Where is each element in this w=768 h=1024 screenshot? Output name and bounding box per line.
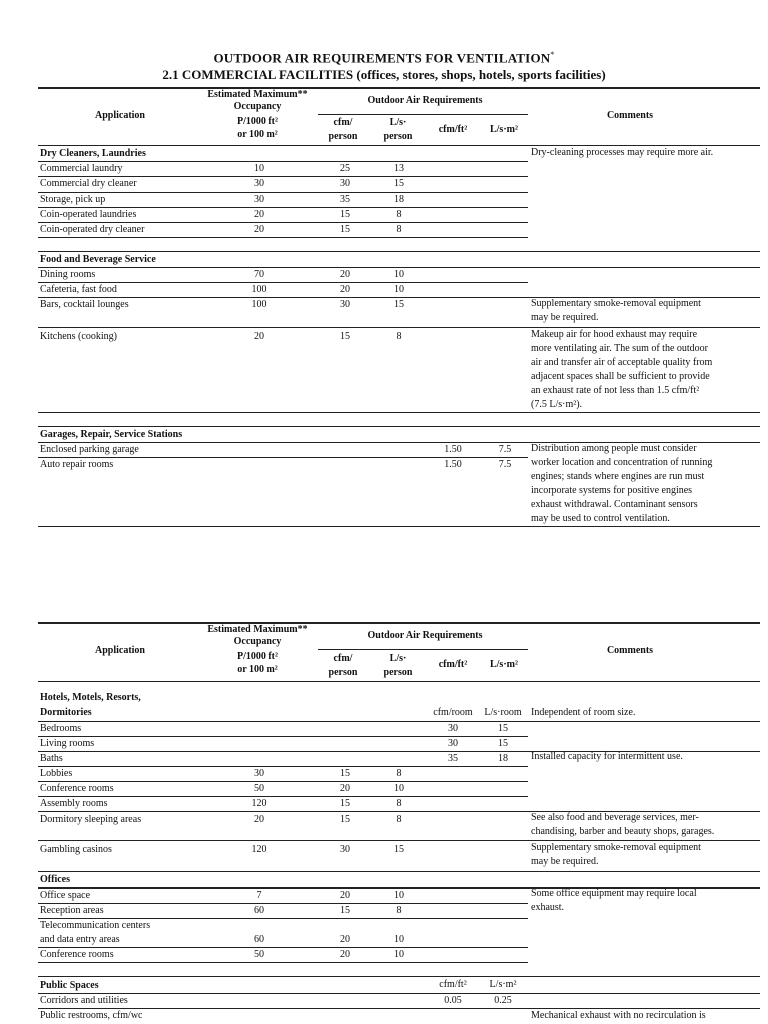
table-cell: Commercial laundry [40, 163, 123, 174]
table-cell: 15 [340, 224, 350, 235]
table-cell: 15 [340, 905, 350, 916]
table-cell: 8 [396, 905, 402, 916]
header-rule [318, 114, 528, 115]
table-cell: 7.5 [498, 459, 512, 470]
column-header: Occupancy [233, 101, 282, 112]
table-cell: (7.5 L/s·m²). [531, 399, 583, 410]
table-cell: 0.25 [494, 995, 512, 1006]
table-cell: exhaust. [531, 902, 565, 913]
column-header: person [328, 131, 358, 142]
column-header: Estimated Maximum** [207, 624, 308, 635]
table-cell: 15 [340, 209, 350, 220]
column-header: Comments [606, 110, 654, 121]
table-cell: 20 [340, 269, 350, 280]
table-cell: 10 [394, 949, 404, 960]
column-header: P/1000 ft² [236, 651, 279, 662]
table-cell: Cafeteria, fast food [40, 284, 117, 295]
table-cell: Gambling casinos [40, 844, 112, 855]
table-cell: Telecommunication centers [40, 920, 151, 931]
column-header: Estimated Maximum** [207, 89, 308, 100]
table-cell: 1.50 [444, 459, 462, 470]
table-cell: 50 [254, 949, 264, 960]
table-cell: Conference rooms [40, 949, 114, 960]
table-cell: Commercial dry cleaner [40, 178, 137, 189]
table-cell: incorporate systems for positive engines [531, 485, 693, 496]
table-cell: 30 [340, 299, 350, 310]
table-cell: Office space [40, 890, 91, 901]
table-cell: more ventilating air. The sum of the outdoor [531, 343, 709, 354]
column-header: Occupancy [233, 636, 282, 647]
table-cell: Corridors and utilities [40, 995, 128, 1006]
table-cell: cfm/ft² [439, 979, 467, 990]
table-cell: 20 [340, 783, 350, 794]
table-cell: Bedrooms [40, 723, 82, 734]
table-cell: Storage, pick up [40, 194, 106, 205]
column-header: cfm/ft² [438, 124, 468, 135]
table-cell: L/s·m² [489, 979, 517, 990]
table-cell: Reception areas [40, 905, 104, 916]
table-cell: cfm/room [433, 707, 473, 718]
table-rule [38, 721, 760, 722]
table-cell: 8 [396, 209, 402, 220]
table-cell: Distribution among people must consider [531, 443, 697, 454]
column-header: L/s· [389, 653, 407, 664]
table-cell: 10 [394, 890, 404, 901]
table-cell: Public restrooms, cfm/wc [40, 1010, 143, 1021]
table-cell: Coin-operated dry cleaner [40, 224, 145, 235]
table-cell: Some office equipment may require local [531, 888, 697, 899]
table-cell: Hotels, Motels, Resorts, [40, 692, 141, 703]
table-cell: 30 [254, 194, 264, 205]
table-rule [38, 903, 528, 904]
table-cell: air and transfer air of acceptable quality from [531, 357, 713, 368]
table-cell: 15 [340, 814, 350, 825]
table-cell: Food and Beverage Service [40, 254, 156, 265]
table-cell: 8 [396, 814, 402, 825]
table-cell: 18 [498, 753, 508, 764]
table-cell: Makeup air for hood exhaust may require [531, 329, 698, 340]
column-header: Outdoor Air Requirements [367, 630, 483, 641]
table-cell: 30 [340, 844, 350, 855]
table-cell: 15 [394, 178, 404, 189]
table-cell: 70 [254, 269, 264, 280]
table-rule [38, 796, 528, 797]
column-header: L/s·m² [489, 124, 518, 135]
table-cell: 7 [256, 890, 262, 901]
document-title [0, 50, 768, 66]
column-header: person [383, 131, 413, 142]
table-cell: 100 [251, 284, 267, 295]
table-cell: 35 [340, 194, 350, 205]
table-rule [318, 649, 528, 650]
table-cell: 20 [254, 209, 264, 220]
table-cell: Public Spaces [40, 980, 99, 991]
table-cell: 20 [340, 934, 350, 945]
table-cell: 30 [448, 738, 458, 749]
table-cell: 15 [340, 331, 350, 342]
table-cell: 15 [340, 768, 350, 779]
table-cell: chandising, barber and beauty shops, garages. [531, 826, 715, 837]
table-cell: Dormitories [40, 707, 92, 718]
table-cell: OUTDOOR AIR REQUIREMENTS FOR VENTILATION [213, 50, 551, 66]
table-cell: 20 [340, 890, 350, 901]
table-cell: 20 [254, 224, 264, 235]
table-cell: Dormitory sleeping areas [40, 814, 142, 825]
table-cell: Garages, Repair, Service Stations [40, 429, 183, 440]
table-cell: may be required. [531, 312, 599, 323]
table-cell: 60 [254, 905, 264, 916]
table-cell: 15 [394, 844, 404, 855]
column-header: Outdoor Air Requirements [367, 95, 483, 106]
table-cell: 1.50 [444, 444, 462, 455]
column-header: Comments [606, 645, 654, 656]
table-rule [38, 526, 760, 527]
column-header: Application [94, 110, 145, 121]
table-cell: L/s·room [484, 707, 522, 718]
table-cell: Coin-operated laundries [40, 209, 137, 220]
table-cell: 15 [394, 299, 404, 310]
table-cell: engines; stands where engines are run must [531, 471, 705, 482]
table2-top-rule [38, 622, 760, 624]
table-cell: 100 [251, 299, 267, 310]
document-subtitle: 2.1 COMMERCIAL FACILITIES (offices, stores, shops, hotels, sports facilities) [162, 67, 606, 82]
column-header: cfm/ft² [438, 659, 468, 670]
table-cell: adjacent spaces shall be sufficient to provide [531, 371, 710, 382]
column-header: P/1000 ft² [236, 116, 279, 127]
table-cell: 120 [251, 844, 267, 855]
table-cell: exhaust withdrawal. Contaminant sensors [531, 499, 698, 510]
table-cell: * [550, 50, 555, 59]
table-cell: 20 [254, 814, 264, 825]
table-cell: Dry-cleaning processes may require more air. [531, 147, 714, 158]
table-rule [38, 962, 528, 963]
table-cell: Dining rooms [40, 269, 96, 280]
table-cell: Baths [40, 753, 63, 764]
table-rule [38, 192, 528, 193]
table-cell: 8 [396, 331, 402, 342]
table-cell: 30 [448, 723, 458, 734]
column-header: person [328, 667, 358, 678]
table-rule [38, 976, 760, 977]
table-cell: Bars, cocktail lounges [40, 299, 129, 310]
table-cell: 30 [254, 768, 264, 779]
table-rule [38, 412, 760, 413]
table-rule [38, 426, 760, 427]
table-cell: Mechanical exhaust with no recirculation is [531, 1010, 706, 1021]
table-cell: Enclosed parking garage [40, 444, 139, 455]
table-cell: 20 [340, 284, 350, 295]
table-cell: 7.5 [498, 444, 512, 455]
table-cell: 8 [396, 768, 402, 779]
table-cell: Independent of room size. [531, 707, 636, 718]
table-cell: Supplementary smoke-removal equipment [531, 298, 701, 309]
table-rule [38, 993, 760, 994]
table-cell: Kitchens (cooking) [40, 331, 117, 342]
table-cell: 10 [394, 284, 404, 295]
column-header: or 100 m² [237, 664, 278, 675]
table-rule [38, 237, 528, 238]
table-cell: 30 [340, 178, 350, 189]
column-header: L/s·m² [489, 659, 518, 670]
table-cell: 25 [340, 163, 350, 174]
table-cell: 20 [340, 949, 350, 960]
table-cell: 10 [394, 269, 404, 280]
column-header: cfm/ [333, 117, 353, 128]
table-rule [38, 681, 760, 682]
table-cell: Installed capacity for intermittent use. [531, 751, 683, 762]
table-cell: may be required. [531, 856, 599, 867]
table-cell: and data entry areas [40, 934, 120, 945]
table-rule [38, 871, 760, 872]
table-cell: 50 [254, 783, 264, 794]
table-cell: an exhaust rate of not less than 1.5 cfm/ft² [531, 385, 700, 396]
table-cell: 30 [254, 178, 264, 189]
table-cell: 13 [394, 163, 404, 174]
table-top-rule [38, 87, 760, 89]
table-cell: 0.05 [444, 995, 462, 1006]
table-cell: 60 [254, 934, 264, 945]
table-rule [38, 251, 760, 252]
table-cell: 35 [448, 753, 458, 764]
table-cell: 8 [396, 798, 402, 809]
column-header: L/s· [389, 117, 407, 128]
table-cell: Dry Cleaners, Laundries [40, 148, 146, 159]
table-cell: Conference rooms [40, 783, 114, 794]
table-cell: Supplementary smoke-removal equipment [531, 842, 701, 853]
column-header: or 100 m² [237, 129, 278, 140]
table-cell: 10 [254, 163, 264, 174]
table-cell: Offices [40, 874, 70, 885]
table-cell: 15 [340, 798, 350, 809]
table-cell: 8 [396, 224, 402, 235]
table-cell: Lobbies [40, 768, 73, 779]
column-header: cfm/ [333, 653, 353, 664]
table-cell: 120 [251, 798, 267, 809]
table-cell: Auto repair rooms [40, 459, 114, 470]
table-cell: 20 [254, 331, 264, 342]
table-cell: See also food and beverage services, mer- [531, 812, 699, 823]
column-header: person [383, 667, 413, 678]
table-cell: 15 [498, 738, 508, 749]
table-cell: 15 [498, 723, 508, 734]
table-cell: may be used to control ventilation. [531, 513, 670, 524]
table-cell: worker location and concentration of running [531, 457, 713, 468]
table-cell: Assembly rooms [40, 798, 108, 809]
table-cell: Living rooms [40, 738, 95, 749]
table-cell: 10 [394, 783, 404, 794]
column-header: Application [94, 645, 145, 656]
table-cell: 18 [394, 194, 404, 205]
table-cell: 10 [394, 934, 404, 945]
table-rule [38, 766, 528, 767]
